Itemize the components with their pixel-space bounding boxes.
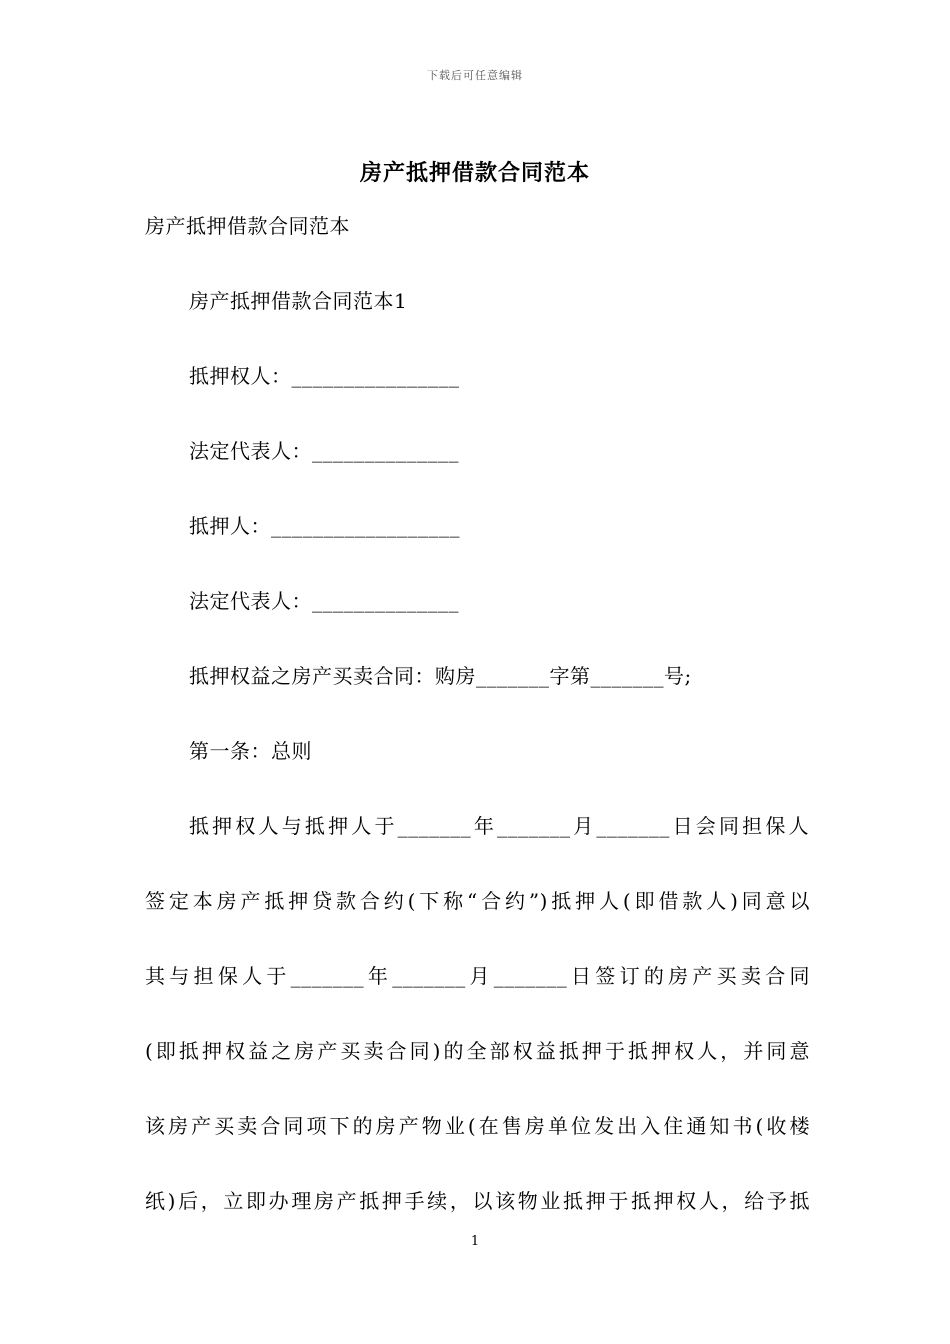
paragraph-line: (即抵押权益之房产买卖合同)的全部权益抵押于抵押权人，并同意 — [145, 1039, 810, 1063]
paragraph-line: 抵押权人与抵押人于_______年_______月_______日会同担保人 — [189, 814, 809, 838]
paragraph-line: 纸)后，立即办理房产抵押手续，以该物业抵押于抵押权人，给予抵 — [145, 1189, 810, 1213]
document-title: 房产抵押借款合同范本 — [359, 160, 590, 186]
purchase-contract-field: 抵押权益之房产买卖合同：购房_______字第_______号; — [189, 664, 692, 688]
paragraph-line: 该房产买卖合同项下的房产物业(在售房单位发出入住通知书(收楼 — [145, 1114, 810, 1138]
paragraph-line: 签定本房产抵押贷款合约(下称“合约”)抵押人(即借款人)同意以 — [145, 889, 810, 913]
mortgagor-field: 抵押人：__________________ — [189, 514, 460, 538]
section-title: 房产抵押借款合同范本1 — [189, 289, 408, 313]
page-number: 1 — [470, 1234, 480, 1249]
document-subtitle: 房产抵押借款合同范本 — [145, 214, 350, 238]
article-heading: 第一条：总则 — [189, 739, 312, 763]
paragraph-line: 其与担保人于_______年_______月_______日签订的房产买卖合同 — [145, 964, 810, 988]
header-note: 下载后可任意编辑 — [427, 69, 523, 82]
mortgagor-representative-field: 法定代表人：______________ — [189, 589, 459, 613]
mortgagee-field: 抵押权人：________________ — [189, 364, 460, 388]
mortgagee-representative-field: 法定代表人：______________ — [189, 439, 459, 463]
